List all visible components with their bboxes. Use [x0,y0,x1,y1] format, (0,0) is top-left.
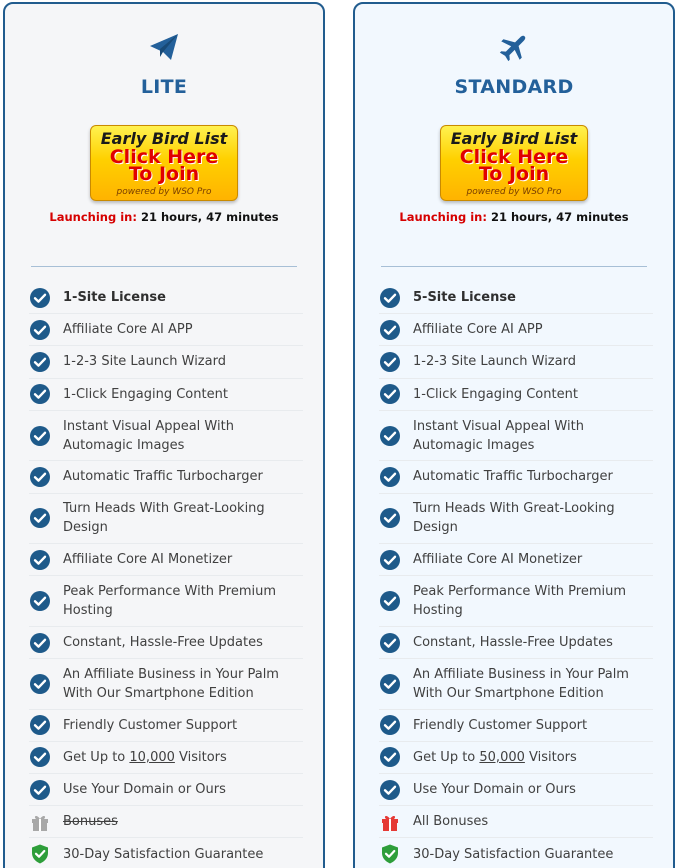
feature-item [379,411,653,462]
plan-name: LITE [140,76,188,98]
feature-text: Friendly Customer Support [63,717,238,733]
feature-list [29,282,303,868]
feature-text [413,748,577,767]
check-circle-icon [379,383,401,405]
feature-list [379,282,653,868]
launch-value: 21 hours, 47 minutes [140,210,279,224]
feature-item [29,346,303,378]
feature-item [379,774,653,806]
plan-card-standard [353,2,675,868]
check-circle-icon [379,319,401,341]
launch-value: 21 hours, 47 minutes [490,210,629,224]
feature-item [29,659,303,710]
launch-countdown [5,210,323,224]
feature-item [29,710,303,742]
check-circle-icon [29,714,51,736]
feature-item [379,379,653,411]
feature-item [29,838,303,868]
visitor-count: 50,000 [479,749,525,765]
cta-line-2 [91,146,237,185]
check-circle-icon [379,714,401,736]
feature-item [379,461,653,493]
check-circle-icon [379,466,401,488]
feature-text: Affiliate Core AI APP [413,322,543,338]
check-circle-icon [29,287,51,309]
check-circle-icon [29,590,51,612]
check-circle-icon [29,466,51,488]
feature-text: 1-2-3 Site Launch Wizard [63,354,226,370]
feature-text: 1-Site License [63,290,166,306]
feature-item [379,282,653,314]
feature-item [379,710,653,742]
feature-item [379,627,653,659]
feature-text: All Bonuses [413,814,489,830]
early-bird-join-button[interactable] [440,125,588,201]
feature-text-pre: Get Up to [413,749,480,765]
feature-text: Automatic Traffic Turbocharger [413,469,613,485]
cta-line-1: Early Bird List [100,129,228,148]
plan-card-lite [3,2,325,868]
feature-text: Use Your Domain or Ours [63,782,226,798]
feature-item [29,282,303,314]
feature-item [29,461,303,493]
shield-check-icon [29,843,51,865]
feature-text: Peak Performance With Premium Hosting [413,584,631,619]
cta-powered-by: powered by WSO Pro [466,187,562,197]
feature-item [379,544,653,576]
check-circle-icon [379,673,401,695]
cta-to-join: To Join [128,163,200,185]
feature-item [379,314,653,346]
feature-item [29,494,303,545]
feature-item [379,806,653,838]
feature-item [379,346,653,378]
feature-text: Instant Visual Appeal With Automagic Images [413,418,589,453]
check-circle-icon [29,319,51,341]
check-circle-icon [379,632,401,654]
airplane-icon [355,30,673,64]
cta-line-2 [441,146,587,185]
launch-countdown [355,210,673,224]
check-circle-icon [379,549,401,571]
check-circle-icon [379,351,401,373]
cta-to-join: To Join [478,163,550,185]
check-circle-icon [29,351,51,373]
check-circle-icon [29,383,51,405]
feature-text: 30-Day Satisfaction Guarantee [413,846,614,862]
feature-item [379,838,653,868]
feature-item [29,576,303,627]
check-circle-icon [379,779,401,801]
check-circle-icon [29,746,51,768]
feature-text: Turn Heads With Great-Looking Design [413,501,619,536]
feature-text [63,748,227,767]
feature-text: Affiliate Core AI APP [63,322,193,338]
check-circle-icon [29,632,51,654]
feature-item [29,627,303,659]
feature-item [29,379,303,411]
launch-label: Launching in: [49,210,137,224]
check-circle-icon [379,507,401,529]
check-circle-icon [379,287,401,309]
check-circle-icon [29,673,51,695]
feature-text: Instant Visual Appeal With Automagic Images [63,418,239,453]
feature-text-pre: Get Up to [63,749,130,765]
early-bird-join-button[interactable] [90,125,238,201]
check-circle-icon [29,779,51,801]
feature-item [29,314,303,346]
feature-text: 1-Click Engaging Content [63,386,228,402]
feature-item [379,659,653,710]
check-circle-icon [29,425,51,447]
check-circle-icon [379,746,401,768]
feature-text: Turn Heads With Great-Looking Design [63,501,269,536]
visitor-count: 10,000 [129,749,175,765]
check-circle-icon [29,549,51,571]
feature-item [29,774,303,806]
check-circle-icon [379,590,401,612]
check-circle-icon [29,507,51,529]
feature-text: An Affiliate Business in Your Palm With Our Smartphone Edition [413,666,634,701]
feature-item [29,411,303,462]
feature-text: 30-Day Satisfaction Guarantee [63,846,264,862]
feature-text: 5-Site License [413,290,516,306]
feature-text: Affiliate Core AI Monetizer [63,552,233,568]
feature-text: Use Your Domain or Ours [413,782,576,798]
feature-text: Peak Performance With Premium Hosting [63,584,281,619]
feature-text: Automatic Traffic Turbocharger [63,469,263,485]
divider [381,266,647,267]
feature-text: Constant, Hassle-Free Updates [413,635,613,650]
launch-label: Launching in: [399,210,487,224]
feature-item [379,494,653,545]
feature-text: 1-Click Engaging Content [413,386,578,402]
cta-powered-by: powered by WSO Pro [116,187,212,197]
feature-text: 1-2-3 Site Launch Wizard [413,354,576,370]
feature-item [29,544,303,576]
feature-text: Affiliate Core AI Monetizer [413,552,583,568]
gift-icon [29,811,51,833]
feature-text: Bonuses [63,814,118,830]
feature-item [379,742,653,774]
shield-check-icon [379,843,401,865]
feature-text: Friendly Customer Support [413,717,588,733]
paper-plane-icon [5,30,323,64]
feature-item [29,806,303,838]
plan-name: STANDARD [454,76,574,98]
gift-icon [379,811,401,833]
feature-item [29,742,303,774]
feature-item [379,576,653,627]
divider [31,266,297,267]
cta-line-1: Early Bird List [450,129,578,148]
cta-click-here: Click Here [459,146,569,168]
feature-text: Constant, Hassle-Free Updates [63,635,263,650]
cta-click-here: Click Here [109,146,219,168]
feature-text: An Affiliate Business in Your Palm With Our Smartphone Edition [63,666,284,701]
feature-text-post: Visitors [174,749,227,765]
check-circle-icon [379,425,401,447]
feature-text-post: Visitors [524,749,577,765]
